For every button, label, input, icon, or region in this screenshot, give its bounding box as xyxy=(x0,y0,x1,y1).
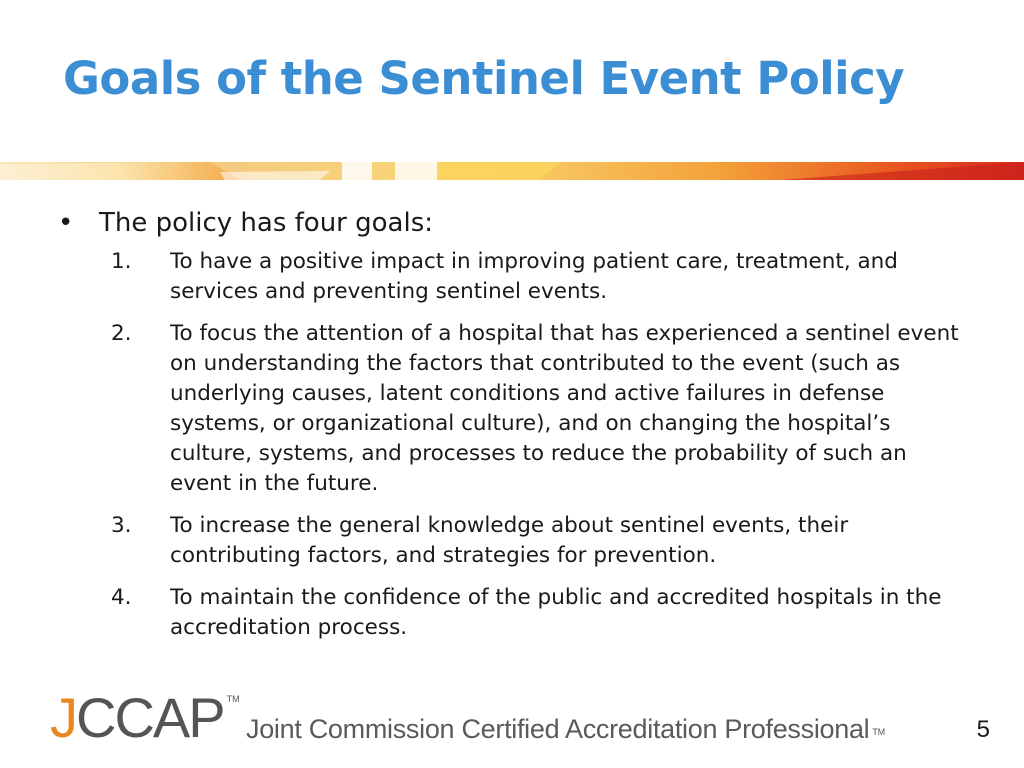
tagline-trademark: TM xyxy=(872,727,885,737)
goal-number: 2. xyxy=(111,321,132,346)
goal-number: 4. xyxy=(111,585,132,610)
goal-text: To maintain the confidence of the public and accredited hospitals in the accreditation process. xyxy=(170,585,942,640)
goals-list xyxy=(58,247,988,643)
slide-body xyxy=(58,205,988,655)
tagline-text: Joint Commission Certified Accreditation Professional xyxy=(246,714,870,744)
slide-title: Goals of the Sentinel Event Policy xyxy=(63,52,905,105)
logo-letter-j: J xyxy=(50,686,76,749)
footer-tagline xyxy=(246,712,885,749)
jccap-logo xyxy=(50,686,240,750)
goal-text: To increase the general knowledge about sentinel events, their contributing factors, and strategies for prevention. xyxy=(170,513,849,568)
list-item xyxy=(111,511,988,571)
list-item xyxy=(111,319,988,499)
goal-text: To have a positive impact in improving patient care, treatment, and services and preventing sentinel events. xyxy=(170,249,898,304)
intro-bullet-line xyxy=(58,205,988,241)
page-number: 5 xyxy=(976,716,990,743)
decorative-banner xyxy=(0,158,1024,184)
goal-number: 3. xyxy=(111,513,132,538)
logo-letters-ccap: CCAP xyxy=(76,686,224,749)
logo-trademark: TM xyxy=(226,694,240,704)
goal-text: To focus the attention of a hospital that has experienced a sentinel event on understanding the factors that contributed to the event (such as underlying causes, latent conditions and active failures in defense systems, or organizational culture), and on changing the hospital’s culture, systems, and processes to reduce the probability of such an event in the future. xyxy=(170,321,959,496)
goal-number: 1. xyxy=(111,249,132,274)
intro-text: The policy has four goals: xyxy=(99,208,434,238)
list-item xyxy=(111,583,988,643)
bullet-icon: • xyxy=(58,208,74,238)
list-item xyxy=(111,247,988,307)
